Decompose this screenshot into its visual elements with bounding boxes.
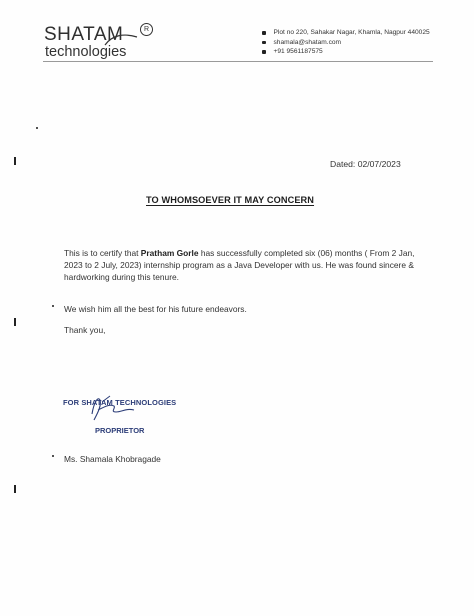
header-divider [43, 61, 433, 62]
contact-phone-text: +91 9561187575 [273, 48, 323, 56]
scan-speck [36, 127, 38, 129]
signatory-name: Ms. Shamala Khobragade [64, 454, 161, 464]
contact-email [262, 38, 430, 48]
letter-subject: TO WHOMSOEVER IT MAY CONCERN [146, 195, 315, 205]
bullet-icon [262, 31, 266, 35]
intern-name: Pratham Gorle [140, 248, 199, 258]
company-logo [44, 25, 154, 65]
logo-brand-subtitle: technologies [45, 44, 127, 60]
contact-block [262, 28, 430, 57]
contact-address-text: Plot no 220, Sahakar Nagar, Khamla, Nagpur 440025 [273, 29, 430, 36]
scan-speck [52, 305, 54, 307]
contact-address [262, 28, 430, 38]
contact-email-text: shamala@shatam.com [273, 38, 342, 46]
certificate-body [64, 247, 424, 283]
letter-date: Dated: 02/07/2023 [330, 159, 401, 169]
wishes-paragraph: We wish him all the best for his future endeavors. [64, 304, 247, 314]
bullet-icon [262, 50, 266, 54]
closing-line: Thank you, [64, 325, 106, 335]
body-prefix: This is to certify that [64, 248, 141, 258]
scan-margin-mark [14, 157, 16, 165]
scan-margin-mark [14, 318, 16, 326]
bullet-icon [262, 41, 266, 45]
scan-speck [52, 455, 54, 457]
contact-phone [262, 47, 430, 57]
logo-brand-name: SHATAM [44, 24, 124, 45]
body-rest: has successfully completed six (06) months ( From 2 Jan, 2023 to 2 July, 2023) internship program as a Java Developer with us. He was found sincere & hardworking during this tenure. [64, 248, 415, 282]
scan-margin-mark [14, 485, 16, 493]
handwritten-signature [80, 392, 140, 424]
signatory-title: PROPRIETOR [95, 426, 145, 435]
company-signature-line: FOR SHATAM TECHNOLOGIES [63, 398, 177, 407]
registered-mark-icon: R [140, 23, 153, 36]
